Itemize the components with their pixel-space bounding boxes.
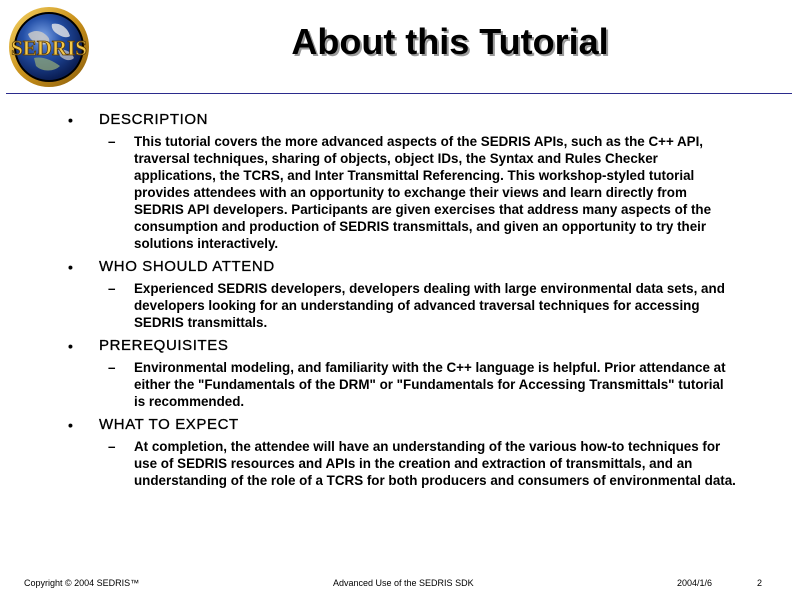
section-text: Environmental modeling, and familiarity with the C++ language is helpful. Prior attendance at either the "Fundamentals of the DRM" or "Fundamentals for Accessing Transmittals" tutorial is recommended.: [134, 360, 726, 409]
bullet-icon: •: [68, 338, 74, 354]
section-heading: WHAT TO EXPECT: [99, 416, 239, 433]
bullet-icon: •: [68, 259, 74, 275]
footer-course-title: Advanced Use of the SEDRIS SDK: [333, 578, 474, 588]
bullet-icon: •: [68, 417, 74, 433]
section-heading: WHO SHOULD ATTEND: [99, 258, 275, 275]
section-description: [0, 110, 800, 252]
sedris-globe-icon: [8, 6, 90, 88]
section-text: At completion, the attendee will have an understanding of the various how-to techniques for use of SEDRIS resources and APIs in the creation and extraction of transmittals, and an understanding of the role of a TCRS for both producers and consumers of environmental data.: [134, 439, 736, 488]
title-divider: [6, 93, 792, 94]
dash-icon: –: [108, 134, 116, 149]
page-title: About this Tutorial: [291, 21, 609, 62]
section-heading: PREREQUISITES: [99, 337, 229, 354]
sedris-logo: [8, 6, 90, 88]
section-text: This tutorial covers the more advanced aspects of the SEDRIS APIs, such as the C++ API, traversal techniques, sharing of objects, object IDs, the Syntax and Rules Checker applications, the TCRS, and Inter Transmittal Referencing. This workshop-styled tutorial provides attendees with an opportunity to exchange their views and learn directly from SEDRIS API developers. Participants are given exercises that address many aspects of the consumption and production of SEDRIS transmittals, and given an opportunity to try their solutions interactively.: [134, 134, 712, 251]
section-prerequisites: [0, 336, 800, 410]
section-heading: DESCRIPTION: [99, 111, 209, 128]
section-who-should-attend: [0, 257, 800, 331]
slide-content: [0, 110, 800, 489]
dash-icon: –: [108, 439, 116, 454]
bullet-icon: •: [68, 112, 74, 128]
footer-page-number: 2: [757, 578, 763, 588]
logo-text: SEDRIS: [11, 36, 87, 60]
dash-icon: –: [108, 360, 116, 375]
footer-date: 2004/1/6: [677, 578, 713, 588]
footer-copyright: Copyright © 2004 SEDRIS™: [24, 578, 140, 588]
section-what-to-expect: [0, 415, 800, 489]
section-text: Experienced SEDRIS developers, developers dealing with large environmental data sets, and developers looking for an understanding of advanced traversal techniques for accessing SEDRIS transmittals.: [134, 281, 725, 330]
dash-icon: –: [108, 281, 116, 296]
